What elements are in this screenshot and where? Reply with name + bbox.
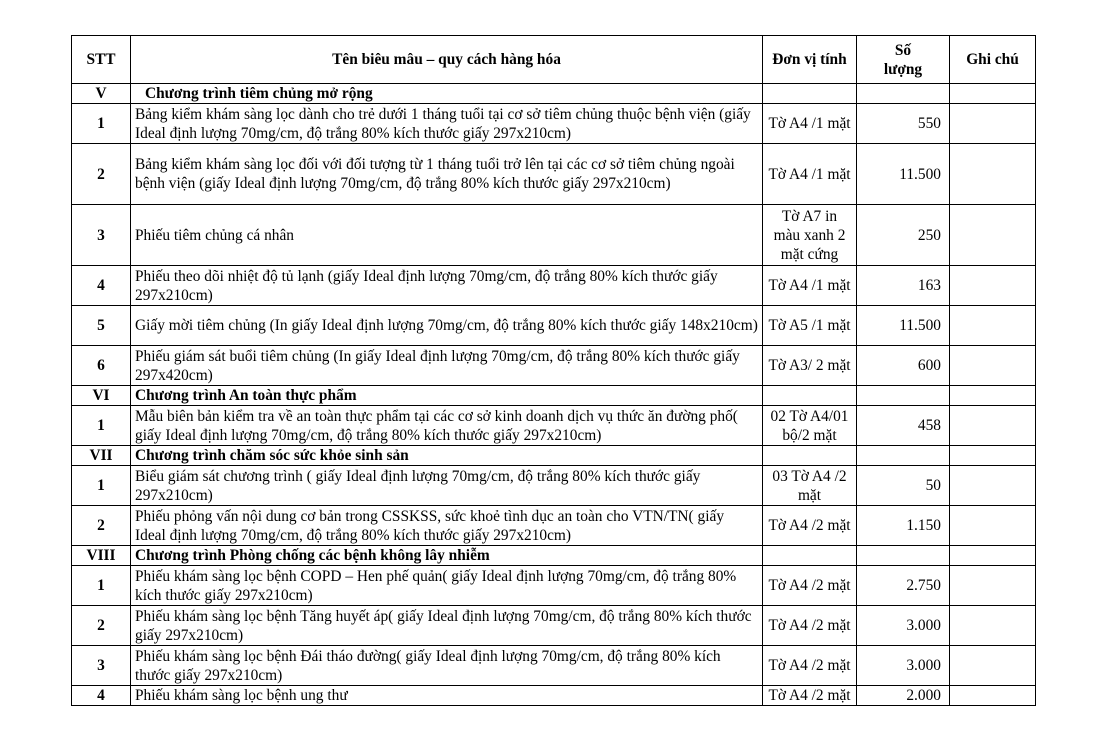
qty-cell [857,84,950,104]
name-cell: Phiếu khám sàng lọc bệnh ung thư [131,686,763,706]
unit-cell [763,446,857,466]
name-cell: Chương trình chăm sóc sức khỏe sinh sản [131,446,763,466]
note-cell [950,205,1036,266]
header-row [72,36,1036,84]
qty-cell: 600 [857,346,950,386]
note-cell [950,406,1036,446]
name-cell: Bảng kiểm khám sàng lọc đối với đối tượng từ 1 tháng tuổi trở lên tại các cơ sở tiêm chủng ngoài bệnh viện (giấy Ideal định lượng 70mg/cm, độ trắng 80% kích thước giấy 297x210cm) [131,144,763,205]
stt-cell: 1 [72,406,131,446]
header-unit: Đơn vị tính [763,36,857,84]
note-cell [950,446,1036,466]
unit-cell [763,386,857,406]
qty-cell: 11.500 [857,144,950,205]
qty-cell: 3.000 [857,606,950,646]
table-row [72,686,1036,706]
table-row [72,466,1036,506]
name-cell: Giấy mời tiêm chủng (In giấy Ideal định lượng 70mg/cm, độ trắng 80% kích thước giấy 148x210cm) [131,306,763,346]
name-cell: Phiếu theo dõi nhiệt độ tủ lạnh (giấy Ideal định lượng 70mg/cm, độ trắng 80% kích thước giấy 297x210cm) [131,266,763,306]
section-row [72,546,1036,566]
unit-cell [763,546,857,566]
note-cell [950,144,1036,205]
name-cell: Phiếu khám sàng lọc bệnh Đái tháo đường( giấy Ideal định lượng 70mg/cm, độ trắng 80% kích thước giấy 297x210cm) [131,646,763,686]
unit-cell: Tờ A4 /2 mặt [763,686,857,706]
table-row [72,566,1036,606]
name-cell: Chương trình An toàn thực phẩm [131,386,763,406]
unit-cell: Tờ A4 /2 mặt [763,506,857,546]
qty-cell [857,446,950,466]
name-cell: Phiếu khám sàng lọc bệnh COPD – Hen phế quản( giấy Ideal định lượng 70mg/cm, độ trắng 80% kích thước giấy 297x210cm) [131,566,763,606]
note-cell [950,306,1036,346]
supplies-table [71,35,1036,706]
note-cell [950,466,1036,506]
stt-cell: 2 [72,606,131,646]
note-cell [950,346,1036,386]
qty-cell: 163 [857,266,950,306]
note-cell [950,546,1036,566]
unit-cell: Tờ A4 /2 mặt [763,606,857,646]
stt-cell: 3 [72,646,131,686]
note-cell [950,646,1036,686]
qty-cell: 1.150 [857,506,950,546]
stt-cell: VIII [72,546,131,566]
unit-cell: Tờ A5 /1 mặt [763,306,857,346]
unit-cell: Tờ A7 in màu xanh 2 mặt cứng [763,205,857,266]
name-cell: Chương trình tiêm chủng mở rộng [131,84,763,104]
name-cell: Phiếu giám sát buổi tiêm chủng (In giấy Ideal định lượng 70mg/cm, độ trắng 80% kích thước giấy 297x420cm) [131,346,763,386]
table-row [72,306,1036,346]
stt-cell: 4 [72,266,131,306]
stt-cell: V [72,84,131,104]
stt-cell: VI [72,386,131,406]
table-row [72,104,1036,144]
stt-cell: VII [72,446,131,466]
note-cell [950,266,1036,306]
qty-cell: 11.500 [857,306,950,346]
unit-cell [763,84,857,104]
unit-cell: 02 Tờ A4/01 bộ/2 mặt [763,406,857,446]
stt-cell: 3 [72,205,131,266]
header-stt: STT [72,36,131,84]
name-cell: Phiếu phỏng vấn nội dung cơ bản trong CSSKSS, sức khoẻ tình dục an toàn cho VTN/TN( giấy Ideal định lượng 70mg/cm, độ trắng 80% kích thước giấy 297x210cm) [131,506,763,546]
qty-cell: 3.000 [857,646,950,686]
table-row [72,406,1036,446]
table-row [72,205,1036,266]
stt-cell: 1 [72,104,131,144]
name-cell: Biểu giám sát chương trình ( giấy Ideal định lượng 70mg/cm, độ trắng 80% kích thước giấy 297x210cm) [131,466,763,506]
section-row [72,386,1036,406]
stt-cell: 2 [72,506,131,546]
note-cell [950,84,1036,104]
name-cell: Phiếu khám sàng lọc bệnh Tăng huyết áp( giấy Ideal định lượng 70mg/cm, độ trắng 80% kích thước giấy 297x210cm) [131,606,763,646]
note-cell [950,104,1036,144]
qty-cell: 2.750 [857,566,950,606]
stt-cell: 4 [72,686,131,706]
table-row [72,144,1036,205]
qty-cell: 2.000 [857,686,950,706]
stt-cell: 1 [72,466,131,506]
qty-cell: 458 [857,406,950,446]
header-name: Tên biêu mâu – quy cách hàng hóa [131,36,763,84]
stt-cell: 1 [72,566,131,606]
unit-cell: Tờ A4 /1 mặt [763,104,857,144]
qty-cell: 250 [857,205,950,266]
table-row [72,506,1036,546]
stt-cell: 5 [72,306,131,346]
header-qty: Số lượng [857,36,950,84]
table-row [72,646,1036,686]
unit-cell: Tờ A4 /2 mặt [763,646,857,686]
table-row [72,606,1036,646]
unit-cell: 03 Tờ A4 /2 mặt [763,466,857,506]
stt-cell: 2 [72,144,131,205]
section-row [72,446,1036,466]
unit-cell: Tờ A4 /2 mặt [763,566,857,606]
section-row [72,84,1036,104]
name-cell: Chương trình Phòng chống các bệnh không lây nhiễm [131,546,763,566]
name-cell: Mẫu biên bản kiểm tra về an toàn thực phẩm tại các cơ sở kinh doanh dịch vụ thức ăn đường phố( giấy Ideal định lượng 70mg/cm, độ trắng 80% kích thước giấy 297x210cm) [131,406,763,446]
name-cell: Phiếu tiêm chủng cá nhân [131,205,763,266]
table-body [72,84,1036,706]
table-row [72,346,1036,386]
name-cell: Bảng kiểm khám sàng lọc dành cho trẻ dưới 1 tháng tuổi tại cơ sở tiêm chủng thuộc bệnh viện (giấy Ideal định lượng 70mg/cm, độ trắng 80% kích thước giấy 297x210cm) [131,104,763,144]
qty-cell [857,386,950,406]
note-cell [950,386,1036,406]
table-row [72,266,1036,306]
unit-cell: Tờ A4 /1 mặt [763,144,857,205]
unit-cell: Tờ A3/ 2 mặt [763,346,857,386]
note-cell [950,686,1036,706]
header-note: Ghi chú [950,36,1036,84]
qty-cell: 50 [857,466,950,506]
unit-cell: Tờ A4 /1 mặt [763,266,857,306]
stt-cell: 6 [72,346,131,386]
note-cell [950,566,1036,606]
qty-cell: 550 [857,104,950,144]
qty-cell [857,546,950,566]
note-cell [950,606,1036,646]
note-cell [950,506,1036,546]
